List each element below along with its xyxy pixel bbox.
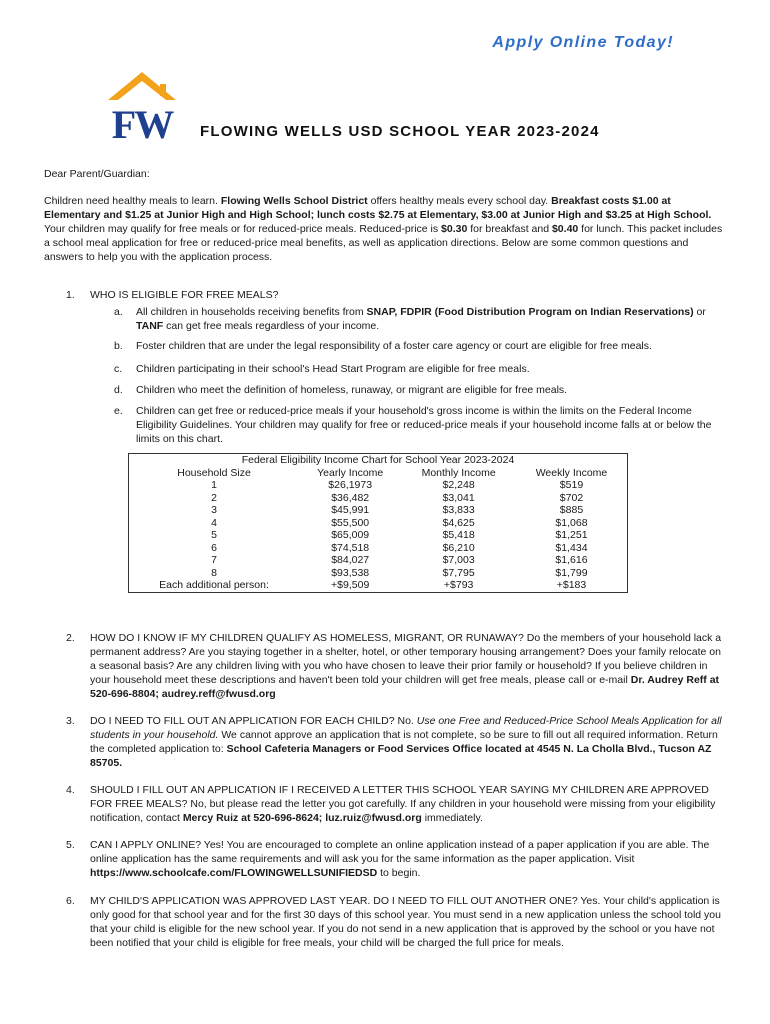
table-cell: 1 [211,479,217,491]
table-cell: $74,518 [331,541,370,554]
contact-audrey-reff[interactable]: Dr. Audrey Reff at 520-696-8804; audrey.reff@fwusd.org [90,674,720,700]
table-cell: $65,009 [331,529,370,541]
district-logo [102,70,182,142]
question-number: 3. [66,715,75,727]
table-cell: 6 [211,541,217,554]
table-cell: +$9,509 [331,579,370,591]
item-text: Children participating in their school's Head Start Program are eligible for free meals. [136,363,530,375]
item-letter: e. [114,405,123,417]
question-text: SHOULD I FILL OUT AN APPLICATION IF I RECEIVED A LETTER THIS SCHOOL YEAR SAYING MY CHILDREN ARE APPROVED FOR FREE MEALS? No, but please read the letter you got carefully. If any children in your household were missing from your eligibility notification, contact Mercy Ruiz at 520-696-8624; luz.ruiz@fwusd.org immediately. [90,784,716,824]
table-cell: 5 [211,529,217,541]
table-row [129,529,628,542]
table-cell: Each additional person: [159,579,269,591]
table-cell: 2 [211,491,217,504]
table-cell: +$183 [556,579,587,591]
item-letter: a. [114,306,123,318]
table-row [129,579,628,592]
question-number: 4. [66,784,75,796]
table-cell: $3,833 [442,504,475,516]
question-number: 1. [66,289,75,301]
table-cell: $519 [559,479,584,491]
table-cell: $3,041 [442,491,475,504]
item-letter: b. [114,340,123,352]
table-cell: $36,482 [331,491,370,504]
table-cell: 7 [211,554,217,566]
table-cell: $6,210 [442,541,475,554]
table-cell: 3 [211,504,217,516]
table-cell: $1,251 [555,529,588,541]
item-text: Foster children that are under the legal responsibility of a foster care agency or court are eligible for free meals. [136,340,652,352]
table-cell: $1,434 [555,541,588,554]
table-cell: $1,068 [555,516,588,529]
table-row [129,479,628,492]
table-row [129,567,628,580]
table-cell: $2,248 [442,479,475,491]
table-cell: $1,616 [555,554,588,566]
table-caption: Federal Eligibility Income Chart for School Year 2023-2024 [241,454,515,466]
table-row [129,542,628,555]
income-eligibility-table [128,453,628,593]
column-header: Household Size [177,466,251,479]
table-row [129,554,628,567]
intro-paragraph: Children need healthy meals to learn. Flowing Wells School District offers healthy meals every school day. Breakfast costs $1.00 at Elementary and $1.25 at Junior High and High School; lunch costs $2.75 at Elementary, $3.00 at Junior High and $3.25 at High School. Your children may qualify for free meals or for reduced-price meals. Reduced-price is $0.30 for breakfast and $0.40 for lunch. This packet includes a school meal application for free or reduced-price meal benefits, as well as application directions. Below are some common questions and answers to help you with the application process. [44,195,723,263]
contact-mercy-ruiz[interactable]: Mercy Ruiz at 520-696-8624; luz.ruiz@fwusd.org [182,812,422,824]
table-header-row [129,467,628,480]
question-number: 5. [66,839,75,851]
question-text: MY CHILD'S APPLICATION WAS APPROVED LAST YEAR. DO I NEED TO FILL OUT ANOTHER ONE? Yes. Your child's application is only good for that school year and for the first 30 days of this school year. You must send in a new application unless the school told you that your child is eligible for the new school year. If you do not send in a new application that is approved by the school or you have not been notified that your child is eligible for free meals, your child will be charged the full price for meals. [90,895,721,949]
greeting: Dear Parent/Guardian: [44,168,150,180]
table-cell: 8 [211,566,217,579]
question-text: DO I NEED TO FILL OUT AN APPLICATION FOR EACH CHILD? No. Use one Free and Reduced-Price School Meals Application for all students in your household. We cannot approve an application that is not complete, so be sure to fill out all required information. Return the completed application to: School Cafeteria Managers or Food Services Office located at 4545 N. La Cholla Blvd., Tucson AZ 85705. [90,715,722,769]
table-cell: 4 [211,516,217,529]
item-text: Children can get free or reduced-price meals if your household's gross income is within the limits on the Federal Income Eligibility Guidelines. Your children may qualify for free or reduced-price meals if your household income falls at or below the limits on this chart. [136,405,712,445]
table-cell: $26,1973 [328,479,373,491]
table-row [129,492,628,505]
column-header: Monthly Income [421,466,496,479]
question-number: 6. [66,895,75,907]
table-cell: $4,625 [442,516,475,529]
item-letter: d. [114,384,123,396]
table-cell: $55,500 [331,516,370,529]
item-text: All children in households receiving benefits from SNAP, FDPIR (Food Distribution Program on Indian Reservations) or TANF can get free meals regardless of your income. [136,306,706,332]
column-header: Weekly Income [535,466,608,479]
question-number: 2. [66,632,75,644]
table-cell: $7,003 [442,554,475,566]
page-title: FLOWING WELLS USD SCHOOL YEAR 2023-2024 [200,123,600,140]
column-header: Yearly Income [317,466,384,479]
table-cell: $45,991 [331,504,370,516]
table-cell: $1,799 [555,566,588,579]
table-cell: $84,027 [331,554,370,566]
table-cell: $5,418 [442,529,475,541]
table-row [129,504,628,517]
table-cell: $702 [559,491,584,504]
table-cell: +$793 [443,579,474,591]
logo-text: FW [111,102,173,142]
question-text: WHO IS ELIGIBLE FOR FREE MEALS? [90,289,279,301]
table-row [129,517,628,530]
item-text: Children who meet the definition of homeless, runaway, or migrant are eligible for free meals. [136,384,568,396]
table-cell: $885 [559,504,584,516]
apply-online-link[interactable]: Apply Online Today! [492,34,674,51]
table-cell: $7,795 [442,566,475,579]
item-letter: c. [114,363,123,375]
question-text: CAN I APPLY ONLINE? Yes! You are encouraged to complete an online application instead of a paper application if you are able. The online application has the same requirements and will ask you for the same information as the paper application. Visit https://www.schoolcafe.com/FLOWINGWELLSUNIFIEDSD to begin. [90,839,710,879]
schoolcafe-link[interactable]: https://www.schoolcafe.com/FLOWINGWELLSUNIFIEDSD [90,867,378,879]
question-text: HOW DO I KNOW IF MY CHILDREN QUALIFY AS HOMELESS, MIGRANT, OR RUNAWAY? Do the members of your household lack a permanent address? Are you staying together in a shelter, hotel, or other temporary housing arrangement? Does your family relocate on a seasonal basis? Are any children living with you who have chosen to leave their prior family or household? If you believe children in your household meet these descriptions and haven't been told your children will get free meals, please call or e-mail Dr. Audrey Reff at 520-696-8804; audrey.reff@fwusd.org [90,632,722,700]
table-cell: $93,538 [331,566,370,579]
